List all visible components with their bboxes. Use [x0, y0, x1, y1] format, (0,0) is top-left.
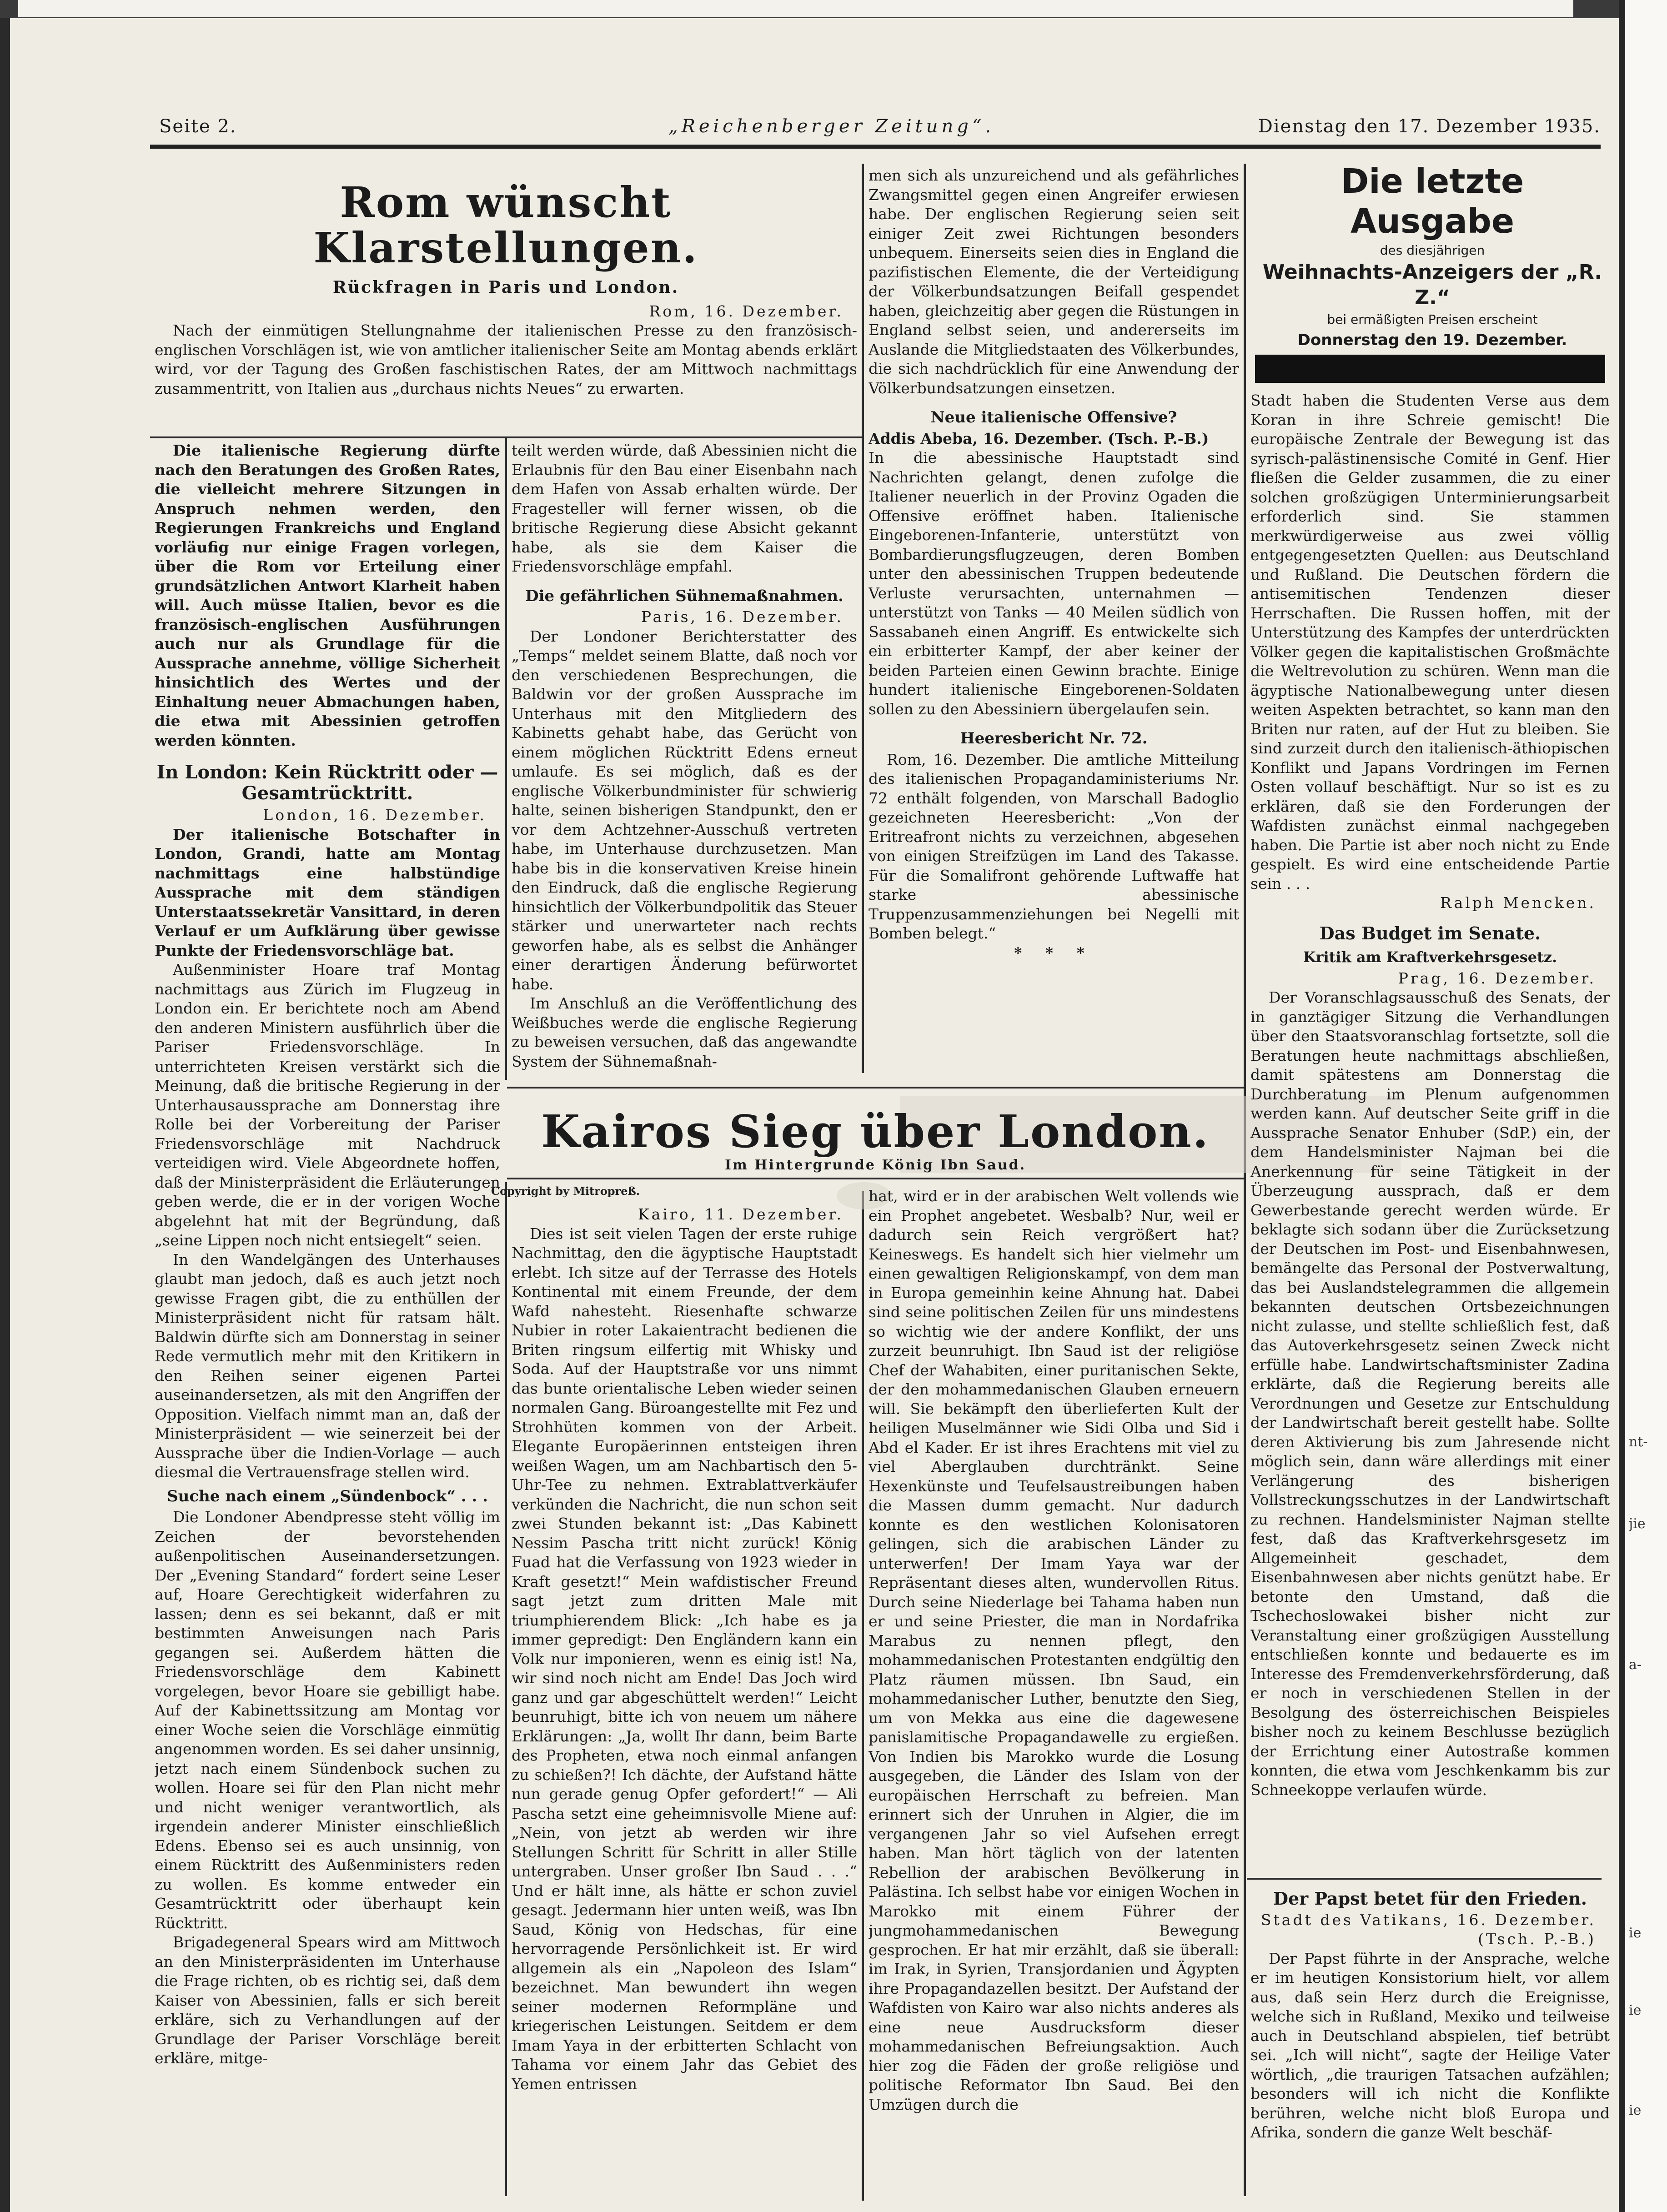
- scan-edge-right: [1624, 0, 1667, 2212]
- section-rule: [507, 1087, 1244, 1088]
- next-page-fragment: jie: [1629, 1516, 1646, 1532]
- ad-line: Weihnachts-Anzeigers der „R. Z.“: [1262, 261, 1602, 309]
- dateline: Prag, 16. Dezember.: [1398, 969, 1596, 987]
- paragraph: Stadt haben die Studenten Verse aus dem Koran in ihre Schreie gemischt! Die europäische Zentrale der Bewegung ist das syrisch-palästinensische Comité in Genf. Hier fließen die Gelder zusammen, die zu einer solchen großzügigen Unterminierungsarbeit erforderlich sind. Sie stammen merkwürdigerweise aus zwei völlig entgegengesetzten Quellen: aus Deutschland und Rußland. Die Deutschen fördern die antisemitischen Tendenzen dieser Herrschaften. Die Russen hoffen, mit der Unterstützung des Kampfes der unterdrückten Völker gegen die kapitalistischen Großmächte die Weltrevolution zu schüren. Wenn man die ägyptische Nationalbewegung unter diesen weiten Aspekten betrachtet, so kann man den Briten nur raten, auf der Hut zu bleiben. Sie sind zurzeit durch den italienisch-äthiopischen Konflikt und Japans Vordringen im Fernen Osten vollauf beschäftigt. Nur so ist es zu erklären, daß sie den Forderungen der Wafdisten zunächst einmal nachgegeben haben. Die Partie ist aber noch nicht zu Ende gespielt. Es wird eine entscheidende Partie sein . . .: [1250, 391, 1610, 893]
- article-subtitle: Kritik am Kraftverkehrsgesetz.: [1303, 948, 1557, 966]
- paragraph: Brigadegeneral Spears wird am Mittwoch an den Ministerpräsidenten im Unterhause die Frage richten, ob es richtig sei, daß dem Kaiser von Abessinien, falls er sich bereit erkläre, sich zu Verhandlungen auf der Grundlage der Pariser Vorschläge bereit erkläre, mitge-: [155, 1933, 500, 2067]
- article-subtitle: Im Hintergrunde König Ibn Saud.: [724, 1157, 1026, 1173]
- page-header: [159, 116, 1601, 148]
- dateline: Addis Abeba, 16. Dezember. (Tsch. P.-B.): [869, 429, 1209, 447]
- article-rom-head: [155, 180, 857, 434]
- column-2-bottom: [512, 1205, 857, 2196]
- next-page-fragment: ie: [1629, 2102, 1642, 2118]
- paragraph: Außenminister Hoare traf Montag nachmittags aus Zürich im Flugzeug in London ein. Er berichtete noch am Abend den anderen Ministern ausführlich über die Pariser Friedensvorschläge. In unterrichteten Kreisen verstärkt sich die Meinung, daß die britische Regierung in der Unterhausaussprache am Donnerstag ihre Rolle bei der Vorbereitung der Pariser Friedensvorschläge mit Nachdruck verteidigen wird. Viele Abgeordnete hoffen, daß der Ministerpräsident die Erläuterungen geben werde, die er in der vorigen Woche abgelehnt hat mit der Begründung, daß „seine Lippen noch nicht entsiegelt“ seien.: [155, 961, 500, 1249]
- column-4-bottom: [1250, 1885, 1610, 2198]
- paragraph: Im Anschluß an die Veröffentlichung des Weißbuches werde die englische Regierung zu beweisen versuchen, daß das angewandte System der Sühnemaßnah-: [512, 994, 857, 1070]
- article-title: Das Budget im Senate.: [1319, 923, 1541, 943]
- article-lead: Nach der einmütigen Stellungnahme der italienischen Presse zu den französisch-englischen Vorschlägen ist, wie von amtlicher italienischer Seite am Montag abends erklärt wird, vor der Tagung des Großen faschistischen Rates, der am Mittwoch nachmittags zusammentritt, von Italien aus „durchaus nichts Neues“ zu erwarten.: [155, 321, 857, 397]
- paragraph: hat, wird er in der arabischen Welt vollends wie ein Prophet angebetet. Wesbalb? Nur, weil er dadurch sein Reich vergrößert hat? Keineswegs. Es handelt sich hier vielmehr um einen gewaltigen Religionskampf, von dem man in Europa gemeinhin keine Ahnung hat. Dabei sind seine politischen Zeilen für uns mindestens so wichtig wie der andere Konflikt, der uns zurzeit beunruhigt. Ibn Saud ist der religiöse Chef der Wahabiten, einer puritanischen Sekte, der den mohammedanischen Glauben erneuern will. Sie bekämpft den überlieferten Kult der heiligen Muselmänner wie Sidi Olba und Sid i Abd el Kader. Er ist ihres Erachtens mit viel zu viel Aberglauben durchtränkt. Seine Hexenkünste und Teufelsaustreibungen haben die Massen dumm gemacht. Nur dadurch konnte es den westlichen Kolonisatoren gelingen, sich die arabischen Länder zu unterwerfen! Der Imam Yaya war der Repräsentant dieses alten, wundervollen Ritus. Durch seine Niederlage bei Tahama haben nun er und seine Priester, die man in Nordafrika Marabus zu nennen pflegt, den mohammedanischen Protestanten endgültig den Platz räumen müssen. Ibn Saud, ein mohammedanischer Luther, benutzte den Sieg, um von Mekka aus eine die dagewesene panislamitische Propagandawelle zu ergießen. Von Indien bis Marokko wurde die Losung ausgegeben, die Länder des Islam von der europäischen Herrschaft zu befreien. Man erinnert sich der Unruhen in Algier, die im vergangenen Jahr so viel Aufsehen erregt haben. Man hört täglich von der latenten Rebellion der arabischen Bevölkerung in Palästina. Ich selbst habe vor einigen Wochen in Marokko mit einem Führer der jungmohammedanischen Bewegung gesprochen. Er hat mir erzählt, daß sie überall: im Irak, in Syrien, Transjordanien und Ägypten ihre Propagandazellen besitzt. Der Aufstand der Wafdisten von Kairo war also nichts anderes als eine neue Ausdrucksform dieser mohammedanischen Befreiungsaktion. Auch hier zog die Fäden der große religiöse und politische Reformator Ibn Saud. Bei den Umzügen durch die: [869, 1187, 1239, 2113]
- paragraph: Der italienische Botschafter in London, Grandi, hatte am Montag nachmittags eine halbstündige Aussprache mit dem ständigen Unterstaatssekretär Vansittard, in deren Verlauf er um Aufklärung über gewisse Punkte der Friedensvorschläge bat.: [155, 825, 500, 959]
- paragraph: Die italienische Regierung dürfte nach den Beratungen des Großen Rates, die vielleicht mehrere Sitzungen in Anspruch nehmen werden, den Regierungen Frankreichs und England vorläufig nur einige Fragen vorlegen, über die Rom vor Erteilung einer grundsätzlichen Antwort Klarheit haben will. Auch müsse Italien, bevor es die französisch-englischen Ausführungen auch nur als Grundlage für die Aussprache annehme, völlige Sicherheit hinsichtlich des Wertes und der Einhaltung neuer Abmachungen haben, die etwa mit Abessinien getroffen werden könnten.: [155, 441, 500, 749]
- column-1: [155, 441, 500, 2196]
- paragraph: Der Voranschlagsausschuß des Senats, der in ganztägiger Sitzung die Verhandlungen über den Staatsvoranschlag fortsetzte, soll die Beratungen heute nachmittags abschließen, damit spätestens am Donnerstag die Durchberatung im Plenum aufgenommen werden kann. Auf deutscher Seite griff in die Aussprache Senator Enhuber (SdP.) ein, der dem Handelsminister Najman bei die Anerkennung für seine Tätigkeit in der Überzeugung aussprach, daß er dem Gewerbestande gerecht werden würde. Er beklagte sich sodann über die Zurücksetzung der Deutschen im Post- und Eisenbahnwesen, bemängelte das Personal der Postverwaltung, das bei Auslandstelegrammen die allgemein bekannten deutschen Ortsbezeichnungen nicht zulasse, und stellte schließlich fest, daß das Autoverkehrsgesetz seinen Zweck nicht erfülle habe. Landwirtschaftsminister Zadina erklärte, daß die Regierung bereits alle Verordnungen und Gesetze zur Entschuldung der Landwirtschaft bereit gestellt habe. Sollte deren Aktivierung bis zum Jahresende nicht möglich sein, dann wäre allerdings mit einer Verlängerung des bisherigen Vollstreckungsschutzes in der Landwirtschaft zu rechnen. Handelsminister Najman stellte fest, daß das Kraftverkehrsgesetz im Allgemeinheit geschadet, dem Eisenbahnwesen aber nichts genützt habe. Er betonte den Umstand, daß die Tschechoslowakei bisher nicht zur Veranstaltung einer großzügigen Ausstellung entschließen konnte und bedauerte es im Interesse des Fremdenverkehrsförderung, daß er noch in verschiedenen Stellen in der Besolgung des österreichischen Beispieles bisher noch zu keinem Beschlusse bezüglich der Errichtung einer Autostraße kommen konnten, die etwa vom Jeschkenkamm bis zur Schneekoppe verlaufen würde.: [1250, 988, 1610, 1799]
- issue-date: Dienstag den 17. Dezember 1935.: [1258, 116, 1601, 137]
- signature: Ralph Mencken.: [1440, 894, 1596, 912]
- ad-black-bar: [1255, 355, 1605, 383]
- ad-line: bei ermäßigten Preisen erscheint: [1327, 312, 1538, 327]
- paragraph: men sich als unzureichend und als gefährliches Zwangsmittel gegen einen Angreifer erwiesen habe. Der englischen Regierung seien seit einiger Zeit zwei Richtungen besonders unbequem. Einerseits seien dies in England die pazifistischen Elemente, die der Verteidigung der Völkerbundsatzungen Beifall gespendet haben, gleichzeitig aber gegen die Rüstungen in England selbst seien, und andererseits im Auslande die Mitgliedstaaten des Völkerbundes, die sich nachdrücklich für eine Anwendung der Völkerbundsatzungen einsetzen.: [869, 166, 1239, 397]
- column-3-top: [869, 166, 1239, 1082]
- page-number: Seite 2.: [159, 116, 237, 137]
- paragraph: Der Londoner Berichterstatter des „Temps“ meldet seinem Blatte, daß noch vor den verschiedenen Besprechungen, die Baldwin vor der großen Aussprache im Unterhaus mit den Mitgliedern des Kabinetts gehabt habe, das Gerücht von einem möglichen Rücktritt Edens erneut umlaufe. Es sei möglich, daß es der englische Völkerbundminister für schwierig halte, seinen bisherigen Standpunkt, den er vor dem Achtzehner-Ausschuß vertreten habe, im Unterhause durchzusetzen. Man habe bis in die konservativen Kreise hinein den Eindruck, daß die englische Regierung hinsichtlich der Völkerbundpolitik das Steuer stärker und unerwarteter nach rechts geworfen habe, als es selbst die Anhänger einer derartigen Änderung befürwortet habe.: [512, 627, 857, 993]
- paragraph: Dies ist seit vielen Tagen der erste ruhige Nachmittag, den die ägyptische Hauptstadt erlebt. Ich sitze auf der Terrasse des Hotels Kontinental mit einem Freunde, der dem Wafd nahesteht. Riesenhafte schwarze Nubier in roter Lakaientracht bedienen die Briten ringsum eilfertig mit Whisky und Soda. Auf der Hauptstraße vor uns nimmt das bunte orientalische Leben wieder seinen normalen Gang. Büroangestellte mit Fez und Strohhüten kommen von der Arbeit. Elegante Europäerinnen entsteigen ihren weißen Wagen, um am Nachbartisch den 5-Uhr-Tee zu nehmen. Extrablattverkäufer verkünden die Nachricht, die nun schon seit zwei Stunden bekannt ist: „Das Kabinett Nessim Pascha tritt nicht zurück! König Fuad hat die Verfassung von 1923 wieder in Kraft gesetzt!“ Mein wafdistischer Freund sagt jetzt zum dritten Male mit triumphierendem Blick: „Ich habe es ja immer gepredigt: Den Engländern kann ein Volk nur imponieren, wenn es einig ist! Na, wir sind noch nicht am Ende! Das Joch wird ganz und gar abgeschüttelt werden!“ Leicht beunruhigt, bitte ich von neuem um nähere Erklärungen: „Ja, wollt Ihr dann, beim Barte des Propheten, etwa noch einmal anfangen zu schießen?! Ich dächte, der Aufstand hätte nun gerade genug Opfer gefordert!“ — Ali Pascha setzt eine geheimnisvolle Miene auf: „Nein, von jetzt ab werden wir ihre Stellungen Schritt für Schritt in aller Stille untergraben. Unser großer Ibn Saud . . .“ Und er hält inne, als hätte er schon zuviel gesagt. Jedermann hier unten weiß, was Ibn Saud, König von Hedschas, für eine hervorragende Persönlichkeit ist. Er wird allgemein als ein „Napoleon des Islam“ bezeichnet. Man bewundert ihn wegen seiner modernen Reformpläne und kriegerischen Leistungen. Seitdem er dem Imam Yaya in der erbitterten Schlacht von Tahama vor einem Jahr das Gebiet des Yemen entrissen: [512, 1224, 857, 2093]
- paragraph: In die abessinische Hauptstadt sind Nachrichten gelangt, denen zufolge die Italiener neuerlich in der Provinz Ogaden die Offensive eröffnet haben. Italienische Eingeborenen-Infanterie, unterstützt von Bombardierungsflugzeugen, deren Bomben unter den abessinischen Truppen bedeutende Verluste verursachten, unternahmen — unterstützt von Tanks — 40 Meilen südlich von Sassabaneh einen Angriff. Es entwickelte sich ein erbitterter Kampf, der aber keiner der beiden Parteien einen Gewinn brachte. Einige hundert italienische Eingeborenen-Soldaten sollen zu den Abessiniern übergelaufen sein.: [869, 449, 1239, 718]
- column-rule: [1244, 164, 1246, 2196]
- column-2-top: [512, 441, 857, 1082]
- article-title: Heeresbericht Nr. 72.: [960, 729, 1148, 747]
- article-title: Die gefährlichen Sühnemaßnahmen.: [525, 587, 844, 605]
- copyright-note: Copyright by Mitropreß.: [491, 1184, 640, 1198]
- section-rule: [1247, 1878, 1602, 1880]
- dateline: Paris, 16. Dezember.: [641, 608, 844, 626]
- article-title: Kairos Sieg über London.: [541, 1106, 1210, 1158]
- paragraph: Die Londoner Abendpresse steht völlig im Zeichen der bevorstehenden außenpolitischen Auseinandersetzungen. Der „Evening Standard“ fordert seine Leser auf, Hoare Gerechtigkeit widerfahren zu lassen; denn es sei bekannt, daß er mit bestimmten Anweisungen nach Paris gegangen sei. Außerdem hätten die Friedensvorschläge dem Kabinett vorgelegen, bevor Hoare sie gebilligt habe. Auf der Kabinettssitzung am Montag vor einer Woche seien die Vorschläge einmütig angenommen worden. Es sei daher unsinnig, jetzt nach einem Sündenbock suchen zu wollen. Hoare sei für den Plan nicht mehr und nicht weniger verantwortlich, als irgendein anderer Minister einschließlich Edens. Ebenso sei es auch unsinnig, von einem Rücktritt des Außenministers reden zu wollen. Es komme entweder ein Gesamtrücktritt oder überhaupt kein Rücktritt.: [155, 1508, 500, 1932]
- next-page-fragment: a-: [1629, 1657, 1642, 1673]
- article-kairo-head: [512, 1106, 1239, 1178]
- column-3-bottom: [869, 1187, 1239, 2196]
- article-title: Rom wünscht Klarstellungen.: [313, 180, 698, 272]
- dateline: London, 16. Dezember.: [263, 806, 487, 824]
- next-page-fragment: ie: [1629, 2002, 1642, 2018]
- paragraph: teilt werden würde, daß Abessinien nicht die Erlaubnis für den Bau einer Eisenbahn nach dem Hafen von Assab erhalten würde. Der Fragesteller will ferner wissen, ob die britische Regierung diese Absicht gekannt habe, als sie dem Kaiser die Friedensvorschläge empfahl.: [512, 441, 857, 575]
- header-rule: [150, 145, 1601, 149]
- subheading: Suche nach einem „Sündenbock“ . . .: [167, 1487, 488, 1505]
- ad-line: des diesjährigen: [1380, 243, 1485, 258]
- article-subtitle: Rückfragen in Paris und London.: [332, 278, 679, 297]
- column-4: [1250, 391, 1610, 1873]
- section-rule: [150, 436, 862, 438]
- next-page-edge-bar: [1619, 0, 1625, 2212]
- next-page-fragment: nt-: [1629, 1434, 1648, 1450]
- ad-title: Die letzte Ausgabe: [1341, 162, 1524, 241]
- article-title: Neue italienische Offensive?: [930, 408, 1177, 426]
- ad-line: Donnerstag den 19. Dezember.: [1297, 331, 1567, 349]
- column-rule: [505, 436, 507, 1080]
- dateline: Stadt des Vatikans, 16. Dezember. (Tsch. P.-B.): [1260, 1911, 1596, 1948]
- article-title: In London: Kein Rücktritt oder — Gesamtrücktritt.: [156, 762, 498, 804]
- column-rule: [862, 164, 864, 1073]
- article-title: Der Papst betet für den Frieden.: [1273, 1888, 1587, 1909]
- paragraph: Der Papst führte in der Ansprache, welche er im heutigen Konsistorium hielt, vor allem aus, daß sein Herz durch die Ereignisse, welche sich in Rußland, Mexiko und teilweise auch in Deutschland abspielen, tief betrübt sei. „Ich will nicht“, sagte der Heilige Vater wörtlich, „die traurigen Tatsachen aufzählen; besonders will ich nicht die Konflikte berühren, welche nicht bloß Europa und Afrika, sondern die ganze Welt beschäf-: [1250, 1949, 1610, 2141]
- dateline: Kairo, 11. Dezember.: [638, 1205, 844, 1223]
- section-rule: [507, 1178, 1244, 1179]
- advertisement: [1255, 161, 1610, 384]
- paragraph: Rom, 16. Dezember. Die amtliche Mitteilung des italienischen Propagandaministeriums Nr. 72 enthält folgenden, von Marschall Badoglio gezeichneten Heeresbericht: „Von der Eritreafront nichts zu verzeichnen, abgesehen von einigen Streifzügen im Land des Takasse. Für die Somalifront gehörende Luftwaffe hat starke abessinische Truppenzusammenziehungen bei Negelli mit Bomben belegt.“: [869, 750, 1239, 942]
- scan-edge-top-white: [18, 0, 1573, 17]
- newspaper-name: „Reichenberger Zeitung“.: [668, 116, 995, 137]
- dateline: Rom, 16. Dezember.: [649, 302, 844, 320]
- scan-edge-left: [0, 0, 10, 2212]
- column-rule: [862, 1191, 864, 2201]
- separator-stars: * * *: [1014, 943, 1094, 962]
- paragraph: In den Wandelgängen des Unterhauses glaubt man jedoch, daß es auch jetzt noch gewisse Fragen gibt, die zu enthüllen der Ministerpräsident nicht für ratsam hält. Baldwin dürfte sich am Donnerstag in seiner Rede vermutlich mehr mit den Kritikern in den Reihen seiner eigenen Partei auseinandersetzen, als mit den Angriffen der Opposition. Vielfach nimmt man an, daß der Ministerpräsident — wie seinerzeit bei der Aussprache über die Indien-Vorlage — auch diesmal die Vertrauensfrage stellen wird.: [155, 1250, 500, 1481]
- column-rule: [505, 1182, 507, 2196]
- next-page-fragment: ie: [1629, 1925, 1642, 1941]
